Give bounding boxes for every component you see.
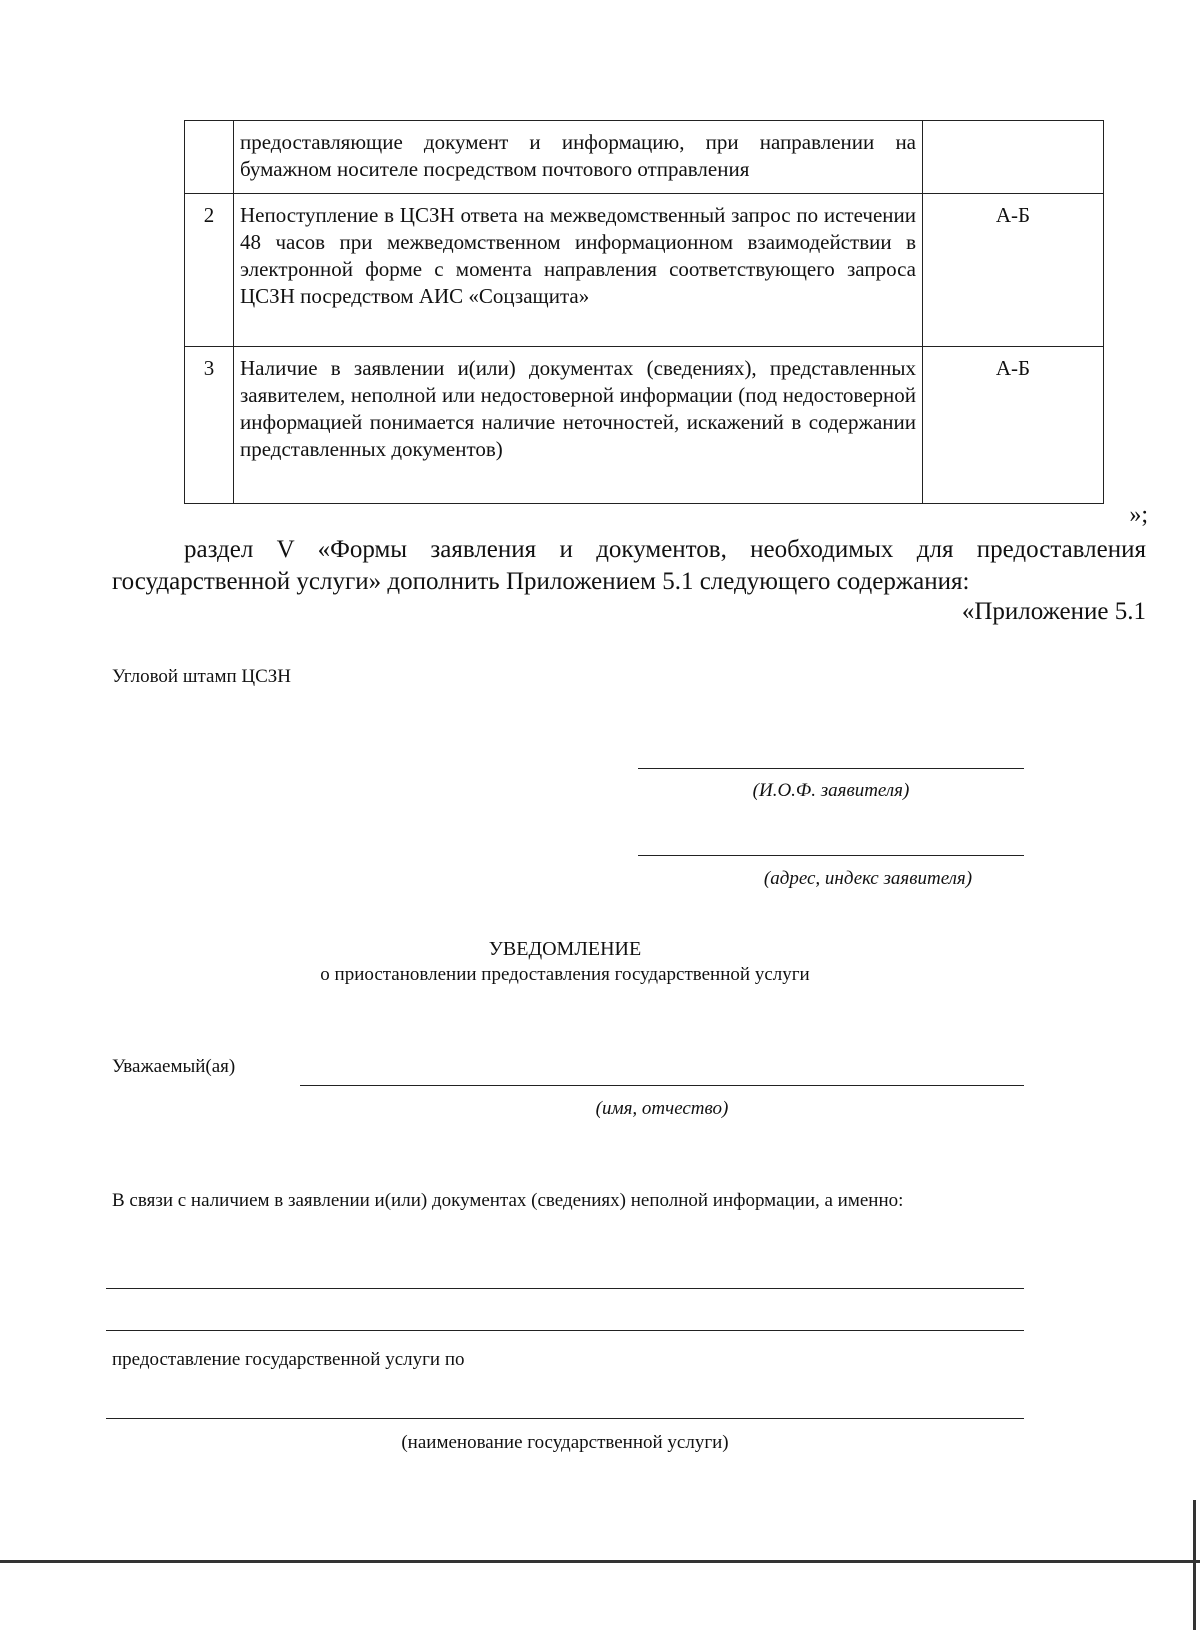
notice-body: В связи с наличием в заявлении и(или) документах (сведениях) неполной информации, а именно: [112, 1190, 904, 1211]
scan-border-right [1193, 1500, 1196, 1630]
service-name-line [106, 1418, 1024, 1419]
provision-text: предоставление государственной услуги по [112, 1349, 465, 1370]
row-text: Наличие в заявлении и(или) документах (сведениях), представленных заявителем, неполной или недостоверной информации (под недостоверной информацией понимается наличие неточностей, искажений в содержании представленных документов) [234, 347, 923, 504]
applicant-address-caption: (адрес, индекс заявителя) [763, 868, 973, 889]
row-number: 2 [185, 194, 234, 347]
closing-quote: »; [1129, 502, 1148, 528]
service-name-caption: (наименование государственной услуги) [401, 1432, 729, 1453]
salutation: Уважаемый(ая) [112, 1056, 236, 1077]
details-line-2 [106, 1330, 1024, 1331]
notice-subtitle: о приостановлении предоставления государственной услуги [320, 964, 810, 985]
row-number: 3 [185, 347, 234, 504]
appendix-label: «Приложение 5.1 [961, 598, 1146, 625]
applicant-name-line [638, 768, 1024, 769]
corner-stamp-label: Угловой штамп ЦСЗН [112, 666, 292, 687]
recipient-name-caption: (имя, отчество) [595, 1098, 729, 1119]
row-text: предоставляющие документ и информацию, при направлении на бумажном носителе посредством почтового отправления [234, 121, 923, 194]
amendment-text: раздел V «Формы заявления и документов, необходимых для предоставления государственной услуги» дополнить Приложением 5.1 следующего содержания: [112, 536, 1146, 595]
row-code: А-Б [923, 194, 1104, 347]
row-number [185, 121, 234, 194]
row-code: А-Б [923, 347, 1104, 504]
amendment-paragraph [112, 534, 1146, 598]
table-row [185, 347, 1104, 504]
criteria-table [184, 120, 1104, 504]
applicant-name-caption: (И.О.Ф. заявителя) [752, 780, 910, 801]
scan-border [0, 1560, 1200, 1563]
table-row [185, 121, 1104, 194]
applicant-address-line [638, 855, 1024, 856]
recipient-name-line [300, 1085, 1024, 1086]
row-code [923, 121, 1104, 194]
notice-title: УВЕДОМЛЕНИЕ [488, 938, 642, 960]
table-row [185, 194, 1104, 347]
details-line-1 [106, 1288, 1024, 1289]
row-text: Непоступление в ЦСЗН ответа на межведомственный запрос по истечении 48 часов при межведомственном информационном взаимодействии в электронной форме с момента направления соответствующего запроса ЦСЗН посредством АИС «Соцзащита» [234, 194, 923, 347]
